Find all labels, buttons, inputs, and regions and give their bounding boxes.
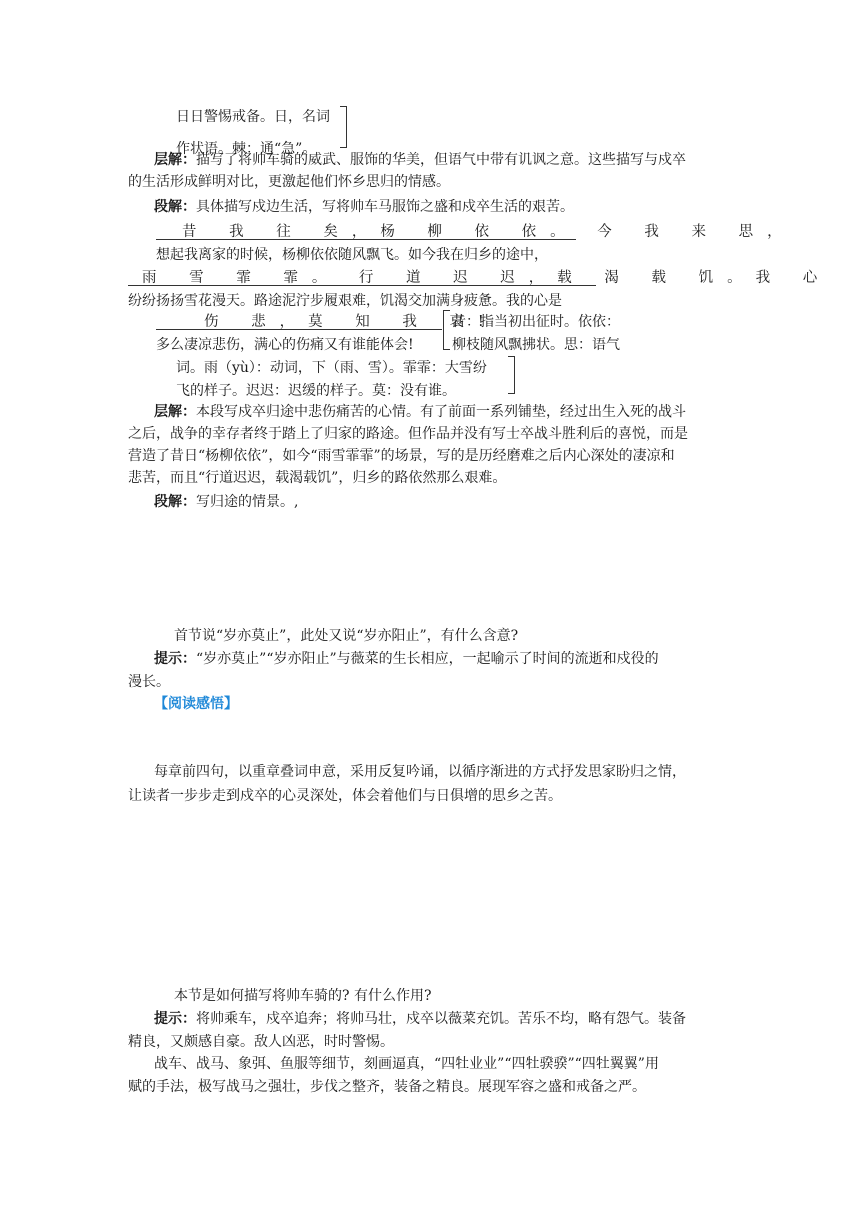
poem-line: 昔 我 往 矣，杨 柳 依 依。 今 我 来 思， — [182, 224, 796, 240]
note-line: 飞的样子。迟迟：迟缓的样子。莫：没有谁。 — [176, 383, 456, 399]
insight-line: 让读者一步步走到戍卒的心灵深处，体会着他们与日俱增的思乡之苦。 — [128, 788, 562, 804]
duan-jie-label: 段解： — [154, 494, 196, 510]
note-bracket — [340, 106, 347, 148]
duan-jie-text: 具体描写戍边生活，写将帅车马服饰之盛和戍卒生活的艰苦。 — [196, 199, 574, 215]
question-text: 首节说“岁亦莫止”，此处又说“岁亦阳止”，有什么含意? — [174, 628, 519, 644]
hint-label: 提示： — [154, 1011, 196, 1027]
poem-line: 雨 雪 霏 霏。 行 道 迟 迟，载 渴 载 饥。我 心 — [142, 270, 832, 286]
hint-line: 战车、战马、象弭、鱼服等细节，刻画逼真，“四牡业业”“四牡骙骙”“四牡翼翼”用 — [154, 1056, 659, 1072]
insight-line: 每章前四句，以重章叠词申意，采用反复吟诵，以循序渐进的方式抒发思家盼归之情， — [154, 764, 686, 780]
poem-underline — [128, 285, 596, 286]
ceng-jie-line — [154, 402, 686, 422]
poem-underline — [156, 329, 442, 330]
poem-underline — [156, 239, 576, 240]
ceng-jie-line: 营造了昔日“杨柳依依”，如今“雨雪霏霏”的场景，写的是历经磨难之后内心深处的凄凉和 — [128, 448, 675, 464]
poem-translation: 多么凄凉悲伤，满心的伤痛又有谁能体会! — [156, 337, 414, 353]
ceng-jie-line — [154, 150, 686, 170]
note-line: 词。雨（yù）：动词，下（雨、雪）。霏霏：大雪纷 — [176, 360, 487, 376]
poem-translation: 想起我离家的时候，杨柳依依随风飘飞。如今我在归乡的途中， — [156, 247, 548, 263]
note-line: 柳枝随风飘拂状。思：语气 — [452, 337, 620, 353]
hint-label: 提示： — [154, 651, 196, 667]
note-line: 日日警惕戒备。日，名词 — [176, 109, 330, 125]
ceng-jie-label: 层解： — [154, 152, 196, 168]
hint-line: 漫长。 — [128, 674, 170, 690]
ceng-jie-text: 本段写戍卒归途中悲伤痛苦的心情。有了前面一系列铺垫，经过出生入死的战斗 — [196, 404, 686, 420]
ceng-jie-line: 悲苦，而且“行道迟迟，载渴载饥”，归乡的路依然那么艰难。 — [128, 470, 507, 486]
hint-line: 精良，又颇感自豪。敌人凶恶，时时警惕。 — [128, 1034, 394, 1050]
duan-jie-text: 写归途的情景。, — [196, 494, 299, 510]
hint-line — [154, 1009, 686, 1029]
duan-jie-line — [154, 492, 298, 512]
hint-line: 赋的手法，极写战马之强壮，步伐之整齐，装备之精良。展现军容之盛和戒备之严。 — [128, 1079, 646, 1095]
question-text: 本节是如何描写将帅车骑的? 有什么作用? — [174, 988, 432, 1004]
hint-text: “岁亦莫止”“岁亦阳止”与薇菜的生长相应，一起喻示了时间的流逝和戍役的 — [196, 651, 659, 667]
ceng-jie-label: 层解： — [154, 404, 196, 420]
section-heading: 【阅读感悟】 — [154, 696, 238, 712]
poem-line: 伤 悲，莫 知 我 哀! — [204, 314, 498, 330]
note-bracket-left — [443, 310, 450, 350]
duan-jie-line — [154, 197, 574, 217]
duan-jie-label: 段解： — [154, 199, 196, 215]
poem-translation: 纷纷扬扬雪花漫天。路途泥泞步履艰难，饥渴交加满身疲惫。我的心是 — [128, 293, 562, 309]
hint-line — [154, 649, 659, 669]
hint-text: 将帅乘车，戍卒追奔；将帅马壮，戍卒以薇菜充饥。苦乐不均，略有怨气。装备 — [196, 1011, 686, 1027]
note-line: 昔：指当初出征时。依依： — [452, 314, 620, 330]
note-line: 作状语。棘：通“急”。 — [176, 141, 317, 157]
ceng-jie-line: 之后，战争的幸存者终于踏上了归家的路途。但作品并没有写士卒战斗胜利后的喜悦，而是 — [128, 426, 688, 442]
note-bracket-right — [508, 356, 515, 394]
ceng-jie-line: 的生活形成鲜明对比，更激起他们怀乡思归的情感。 — [128, 174, 450, 190]
ceng-jie-text: 描写了将帅车骑的威武、服饰的华美，但语气中带有讥讽之意。这些描写与戍卒 — [196, 152, 686, 168]
